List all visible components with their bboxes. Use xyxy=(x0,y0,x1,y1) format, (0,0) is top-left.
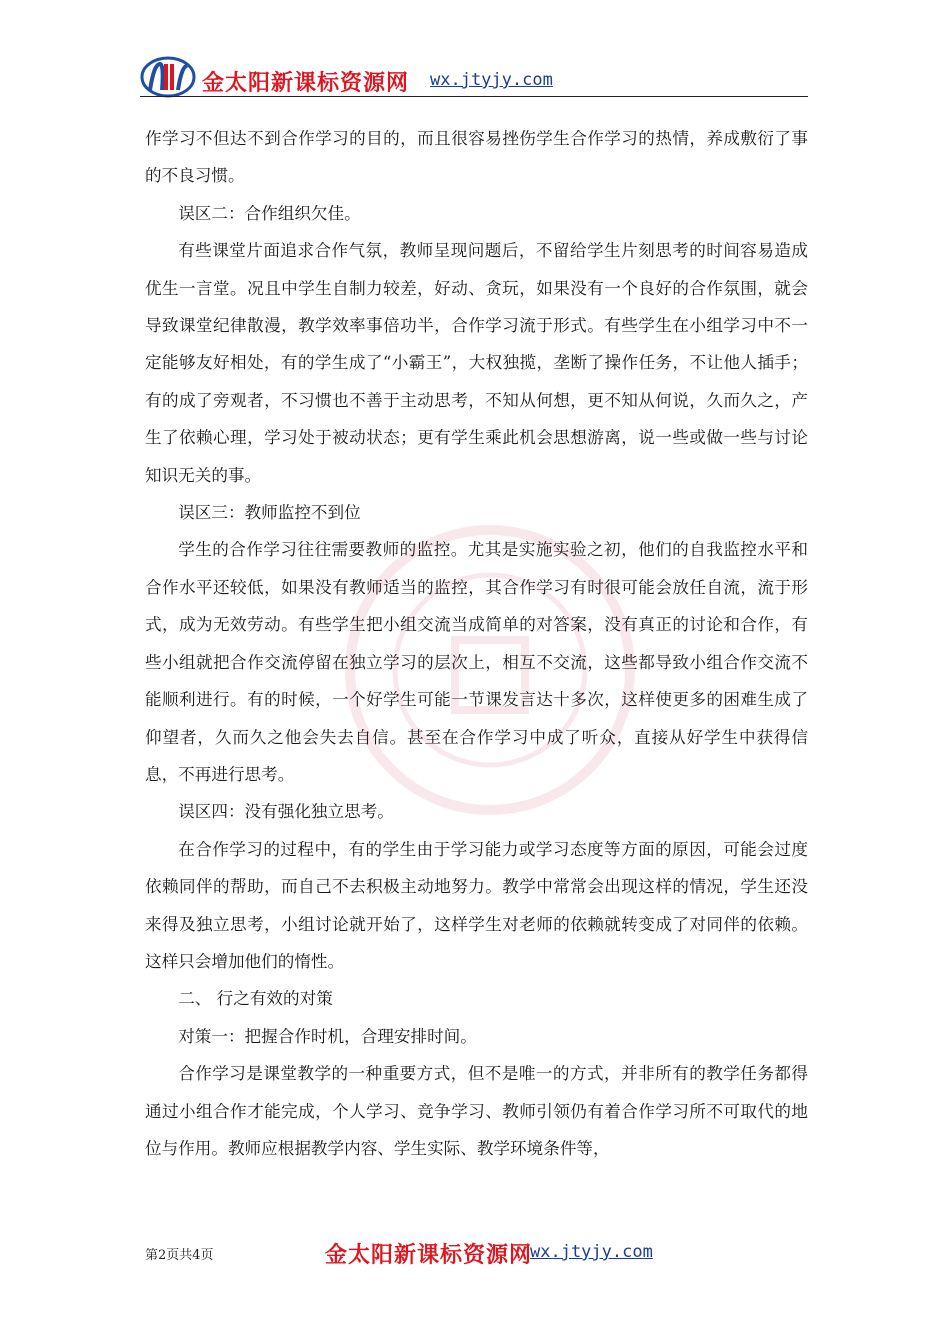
paragraph: 作学习不但达不到合作学习的目的，而且很容易挫伤学生合作学习的热情，养成敷衍了事的不良习惯。 xyxy=(145,129,808,186)
document-body xyxy=(145,120,808,1167)
page-footer xyxy=(145,1236,808,1266)
section-heading: 误区三：教师监控不到位 xyxy=(178,503,361,523)
page-number: 第2页共4页 xyxy=(145,1248,214,1263)
footer-url-link[interactable]: wx.jtyjy.com xyxy=(530,1242,653,1262)
header-brand: 金太阳新课标资源网 xyxy=(202,70,410,96)
section-heading: 对策一：把握合作时机，合理安排时间。 xyxy=(178,1026,477,1046)
section-heading: 二、 行之有效的对策 xyxy=(178,989,333,1009)
header-url-link[interactable]: wx.jtyjy.com xyxy=(430,70,553,90)
paragraph: 在合作学习的过程中，有的学生由于学习能力或学习态度等方面的原因，可能会过度依赖同伴的帮助，而自己不去积极主动地努力。教学中常常会出现这样的情况，学生还没来得及独立思考，小组讨论就开始了，这样学生对老师的依赖就转变成了对同伴的依赖。这样只会增加他们的惰性。 xyxy=(145,839,808,971)
paragraph: 有些课堂片面追求合作气氛，教师呈现问题后，不留给学生片刻思考的时间容易造成优生一言堂。况且中学生自制力较差，好动、贪玩，如果没有一个良好的合作氛围，就会导致课堂纪律散漫，教学效率事倍功半，合作学习流于形式。有些学生在小组学习中不一定能够友好相处，有的学生成了“小霸王”，大权独揽，垄断了操作任务，不让他人插手；有的成了旁观者，不习惯也不善于主动思考，不知从何想，更不知从何说，久而久之，产生了依赖心理，学习处于被动状态；更有学生乘此机会思想游离，说一些或做一些与讨论知识无关的事。 xyxy=(145,241,808,485)
section-heading: 误区二：合作组织欠佳。 xyxy=(178,203,361,223)
footer-brand: 金太阳新课标资源网 xyxy=(325,1242,533,1268)
page-header xyxy=(140,52,808,100)
paragraph: 学生的合作学习往往需要教师的监控。尤其是实施实验之初，他们的自我监控水平和合作水平还较低，如果没有教师适当的监控，其合作学习有时很可能会放任自流，流于形式，成为无效劳动。有些学生把小组交流当成简单的对答案，没有真正的讨论和合作，有些小组就把合作交流停留在独立学习的层次上，相互不交流，这些都导致小组合作交流不能顺利进行。有的时候，一个好学生可能一节课发言达十多次，这样使更多的困难生成了仰望者，久而久之他会失去自信。甚至在合作学习中成了听众，直接从好学生中获得信息，不再进行思考。 xyxy=(145,540,808,784)
site-logo-icon xyxy=(140,56,196,98)
paragraph: 合作学习是课堂教学的一种重要方式，但不是唯一的方式，并非所有的教学任务都得通过小组合作才能完成，个人学习、竞争学习、教师引领仍有着合作学习所不可取代的地位与作用。教师应根据教学内容、学生实际、教学环境条件等， xyxy=(145,1064,808,1158)
section-heading: 误区四：没有强化独立思考。 xyxy=(178,802,394,822)
header-divider xyxy=(140,96,808,97)
